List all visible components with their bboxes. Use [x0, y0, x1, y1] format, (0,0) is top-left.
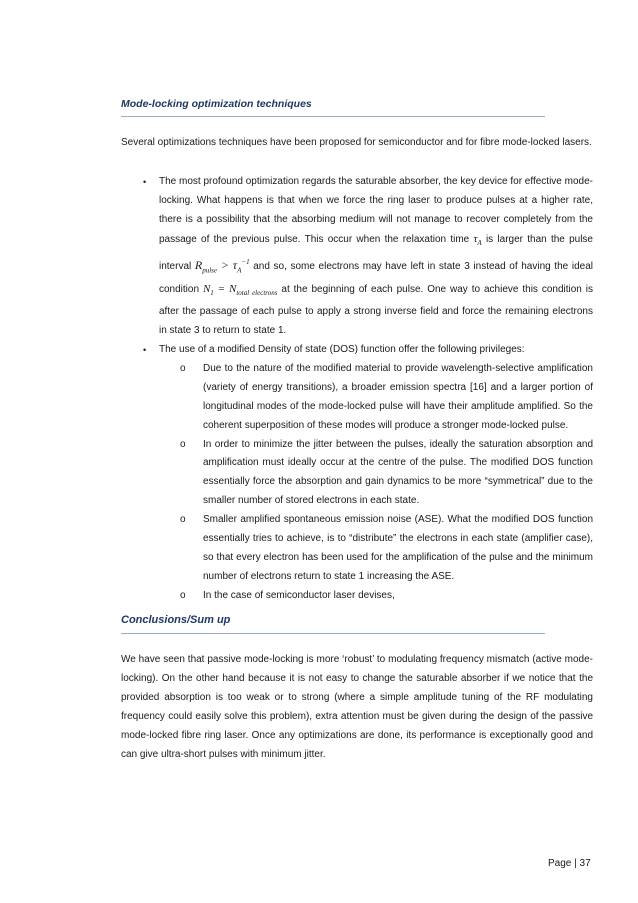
intro-paragraph: Several optimizations techniques have been proposed for semiconductor and for fibre mode-locked lasers.	[121, 137, 592, 148]
sub-bullet-marker: o	[180, 589, 186, 601]
math-pulse-rate: $R_{pulse} > \tau_A^{-1}$	[194, 257, 250, 275]
sub-bullet-marker: o	[180, 362, 186, 374]
sub-bullet-item: o Due to the nature of the modified material to provide wavelength-selective amplification (variety of energy transitions), a broader emission spectra [16] and a larger portion of longitudinal modes of the mode-locked pulse will have their amplitude amplified. So the coherent superposition of these modes will produce a stronger mode-locked pulse.	[121, 360, 593, 436]
bullet-item: • The most profound optimization regards the saturable absorber, the key device for effective mode-locking. What happens is that when we force the ring laser to produce pulses at a higher rate, there is a possibility that the absorbing medium will not manage to recover completely from the passage of the previous pulse. This occur when the relaxation time $\tau_A$ is larger than the pulse interval $R_{pulse} > \tau_A^{-1}$ and so, some electrons may have left in state 3 instead of having the ideal condition $N_1 = N_{total electrons}$ at the beginning of each pulse. One way to achieve this condition is after the passage of each pulse to apply a strong inverse field and force the remaining electrons in state 3 to return to state 1.	[121, 173, 593, 341]
conclusions-paragraph: We have seen that passive mode-locking is more ‘robust’ to modulating frequency mismatch (active mode-locking). On the other hand because it is not easy to change the saturable absorber if we notice that the provided absorption is too weak or to strong (where a simple amplitude tuning of the RF modulating frequency could easily solve this problem), extra attention must be given during the design of the passive mode-locked fibre ring laser. Once any optimizations are done, its performance is exceptionally good and can give ultra-short pulses with minimum jitter.	[121, 654, 593, 760]
sub-bullet-list	[121, 360, 593, 606]
bullet-list	[121, 173, 593, 606]
bullet-marker: •	[143, 177, 147, 187]
sub-bullet-marker: o	[180, 438, 186, 450]
bullet-item: • The use of a modified Density of state (DOS) function offer the following privileges:	[121, 341, 593, 360]
sub-bullet-marker: o	[180, 514, 186, 526]
sub-bullet-item: o In the case of semiconductor laser devises,	[121, 587, 593, 606]
section-heading-conclusions	[121, 614, 545, 626]
page-number: Page | 37	[548, 858, 591, 869]
sub-bullet-item: o Smaller amplified spontaneous emission noise (ASE). What the modified DOS function essentially tries to achieve, is to “distribute” the electrons in each state (amplifier case), so that every electron has been used for the amplification of the pulse and the minimum number of electrons return to state 1 increasing the ASE.	[121, 511, 593, 587]
heading-rule	[121, 633, 545, 634]
section-heading-optimization	[121, 98, 545, 110]
sub-bullet-item: o In order to minimize the jitter between the pulses, ideally the saturation absorption and amplification must ideally occur at the centre of the pulse. The modified DOS function essentially force the absorption and gain dynamics to be more “symmetrical” due to the smaller number of stored electrons in each state.	[121, 436, 593, 512]
heading-text: Conclusions/Sum up	[121, 614, 231, 626]
math-ideal-condition: $N_1 = N_{total electrons}$	[202, 283, 278, 298]
heading-rule	[121, 116, 545, 117]
math-tau-a: $\tau_A$	[473, 232, 482, 247]
bullet-marker: •	[143, 345, 147, 356]
heading-text: Mode-locking optimization techniques	[121, 98, 312, 110]
